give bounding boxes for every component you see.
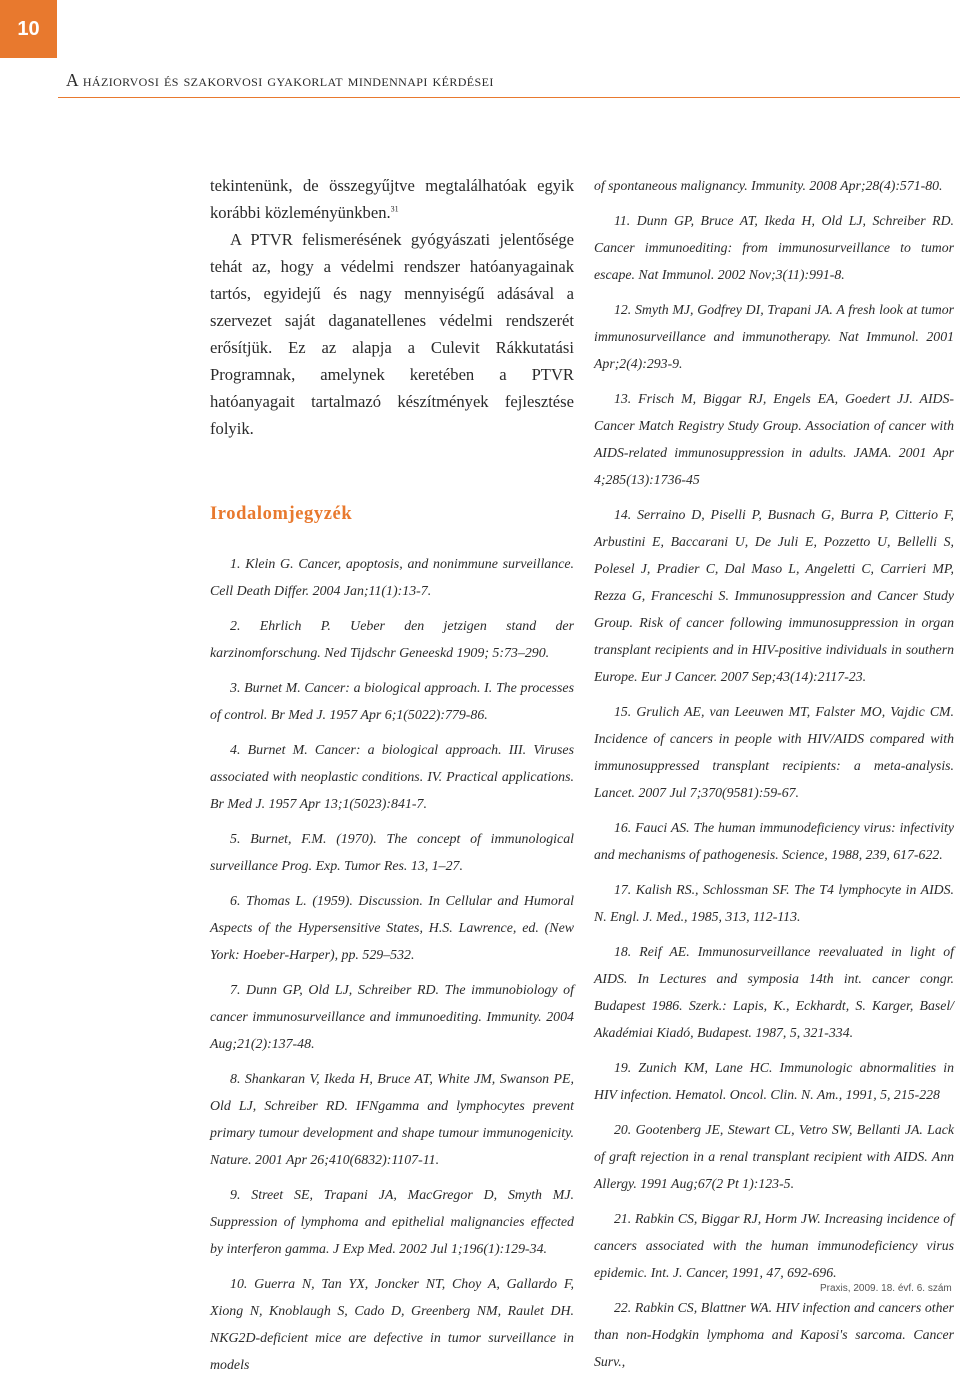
right-column — [594, 172, 954, 1383]
header-rule — [58, 97, 960, 98]
reference-item: 1. Klein G. Cancer, apoptosis, and nonimmune surveillance. Cell Death Differ. 2004 Jan;11(1):13-7. — [210, 557, 574, 599]
references-heading: Irodalomjegyzék — [210, 504, 353, 524]
reference-item: 3. Burnet M. Cancer: a biological approach. I. The processes of control. Br Med J. 1957 Apr 6;1(5022):779-86. — [210, 681, 574, 723]
page-number: 10 — [0, 0, 57, 58]
reference-item: 6. Thomas L. (1959). Discussion. In Cellular and Humoral Aspects of the Hypersensitive States, H.S. Lawrence, ed. (New York: Hoeber-Harper), pp. 529–532. — [210, 894, 574, 963]
references-list-left — [210, 551, 574, 1379]
reference-item: 15. Grulich AE, van Leeuwen MT, Falster MO, Vajdic CM. Incidence of cancers in people with HIV/AIDS compared with immunosuppressed transplant recipients: a meta-analysis. Lancet. 2007 Jul 7;370(9581):59-67. — [594, 704, 954, 800]
body-paragraph-text: tekintenünk, de összegyűjtve megtalálhatóak egyik korábbi közleményünkben. — [210, 176, 574, 222]
reference-item: 4. Burnet M. Cancer: a biological approach. III. Viruses associated with neoplastic conditions. IV. Practical applications. Br Med J. 1957 Apr 13;1(5023):841-7. — [210, 743, 574, 812]
body-text — [210, 172, 574, 442]
reference-item: 18. Reif AE. Immunosurveillance reevaluated in light of AIDS. In Lectures and symposia 14th int. cancer congr. Budapest 1986. Szerk.: Lapis, K., Eckhardt, S. Karger, Basel/ Akadémiai Kiadó, Budapest. 1987, 5, 321-334. — [594, 944, 954, 1040]
reference-item: 16. Fauci AS. The human immunodeficiency virus: infectivity and mechanisms of pathogenesis. Science, 1988, 239, 617-622. — [594, 820, 954, 862]
references-list-right — [594, 172, 954, 1375]
body-paragraph — [210, 172, 574, 226]
reference-item: 9. Street SE, Trapani JA, MacGregor D, Smyth MJ. Suppression of lymphoma and epithelial malignancies effected by interferon gamma. J Exp Med. 2002 Jul 1;196(1):129-34. — [210, 1188, 574, 1257]
reference-item: 14. Serraino D, Piselli P, Busnach G, Burra P, Citterio F, Arbustini E, Baccarani U, De Juli E, Pozzetto U, Bellelli S, Polesel J, Pradier C, Dal Maso L, Angeletti C, Carrieri MP, Rezza G, Franceschi S. Immunosuppression and Cancer Study Group. Risk of cancer following immunosuppression in organ transplant recipients and in HIV-positive individuals in southern Europe. Eur J Cancer. 2007 Sep;43(14):2117-23. — [594, 507, 954, 684]
reference-item: 2. Ehrlich P. Ueber den jetzigen stand der karzinomforschung. Ned Tijdschr Geneeskd 1909; 5:73–290. — [210, 619, 574, 661]
reference-item-continued: of spontaneous malignancy. Immunity. 2008 Apr;28(4):571-80. — [594, 178, 943, 193]
reference-item: 17. Kalish RS., Schlossman SF. The T4 lymphocyte in AIDS. N. Engl. J. Med., 1985, 313, 112-113. — [594, 882, 954, 924]
reference-item: 19. Zunich KM, Lane HC. Immunologic abnormalities in HIV infection. Hematol. Oncol. Clin. N. Am., 1991, 5, 215-228 — [594, 1060, 954, 1102]
reference-item: 11. Dunn GP, Bruce AT, Ikeda H, Old LJ, Schreiber RD. Cancer immunoediting: from immunosurveillance to tumor escape. Nat Immunol. 2002 Nov;3(11):991-8. — [594, 213, 954, 282]
reference-item: 5. Burnet, F.M. (1970). The concept of immunological surveillance Prog. Exp. Tumor Res. 13, 1–27. — [210, 832, 574, 874]
reference-item: 10. Guerra N, Tan YX, Joncker NT, Choy A, Gallardo F, Xiong N, Knoblaugh S, Cado D, Greenberg NM, Raulet DH. NKG2D-deficient mice are defective in tumor surveillance in models — [210, 1277, 574, 1373]
reference-item: 22. Rabkin CS, Blattner WA. HIV infection and cancers other than non-Hodgkin lymphoma and Kaposi's sarcoma. Cancer Surv., — [594, 1300, 954, 1369]
citation-superscript: 31 — [390, 204, 399, 214]
footer-citation: Praxis, 2009. 18. évf. 6. szám — [820, 1283, 952, 1294]
reference-item: 12. Smyth MJ, Godfrey DI, Trapani JA. A fresh look at tumor immunosurveillance and immunotherapy. Nat Immunol. 2001 Apr;2(4):293-9. — [594, 302, 954, 371]
body-paragraph: A PTVR felismerésének gyógyászati jelentősége tehát az, hogy a védelmi rendszer hatóanyagainak tartós, egyidejű és nagy mennyiségű adásával a szervezet saját daganatellenes védelmi rendszerét erősítjük. Ez az alapja a Culevit Rákkutatási Programnak, amelynek keretében a PTVR hatóanyagait tartalmazó készítmények fejlesztése folyik. — [210, 230, 574, 438]
left-column — [210, 172, 574, 1387]
reference-item: 20. Gootenberg JE, Stewart CL, Vetro SW, Bellanti JA. Lack of graft rejection in a renal transplant recipient with AIDS. Ann Allergy. 1991 Aug;67(2 Pt 1):123-5. — [594, 1122, 954, 1191]
running-head: A háziorvosi és szakorvosi gyakorlat mindennapi kérdései — [66, 70, 494, 90]
reference-item: 8. Shankaran V, Ikeda H, Bruce AT, White JM, Swanson PE, Old LJ, Schreiber RD. IFNgamma and lymphocytes prevent primary tumour development and shape tumour immunogenicity. Nature. 2001 Apr 26;410(6832):1107-11. — [210, 1072, 574, 1168]
reference-item: 13. Frisch M, Biggar RJ, Engels EA, Goedert JJ. AIDS-Cancer Match Registry Study Group. Association of cancer with AIDS-related immunosuppression in adults. JAMA. 2001 Apr 4;285(13):1736-45 — [594, 391, 954, 487]
reference-item: 7. Dunn GP, Old LJ, Schreiber RD. The immunobiology of cancer immunosurveillance and immunoediting. Immunity. 2004 Aug;21(2):137-48. — [210, 983, 574, 1052]
reference-item: 21. Rabkin CS, Biggar RJ, Horm JW. Increasing incidence of cancers associated with the human immunodeficiency virus epidemic. Int. J. Cancer, 1991, 47, 692-696. — [594, 1211, 954, 1280]
